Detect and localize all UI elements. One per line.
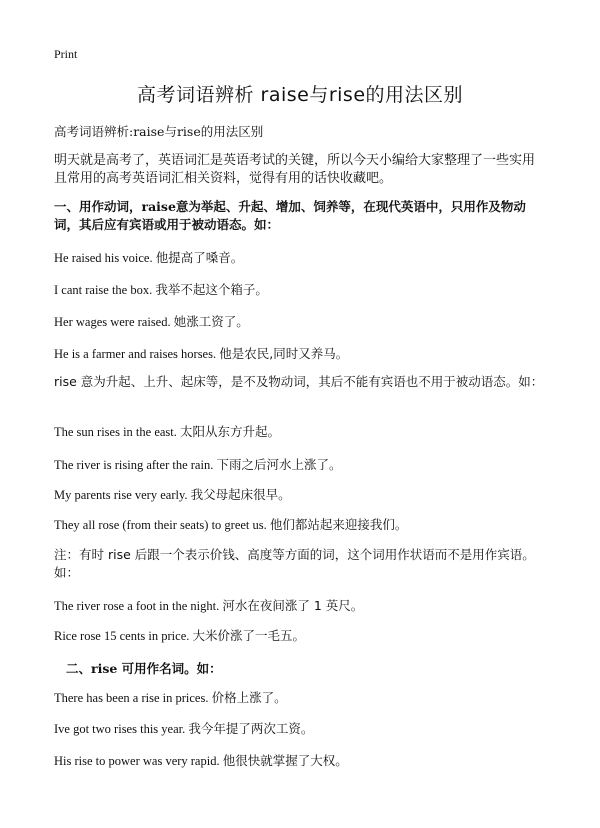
example-line [54,627,546,645]
intro-paragraph: 明天就是高考了，英语词汇是英语考试的关键，所以今天小编给大家整理了一些实用且常用的高考英语词汇相关资料，觉得有用的话快收藏吧。 [54,153,536,186]
example-zh: 我举不起这个箱子。 [155,282,268,297]
example-en: Rice rose 15 cents in price. [54,629,190,643]
example-line [54,423,546,441]
example-line [54,456,546,474]
document-subtitle: 高考词语辨析:raise与rise的用法区别 [54,124,264,139]
example-en: The river is rising after the rain. [54,458,214,472]
rise-note: rise 意为升起、上升、起床等，是不及物动词，其后不能有宾语也不用于被动语态。如： [54,374,544,389]
example-line [54,752,546,770]
example-line [54,249,546,267]
example-line [54,486,546,504]
example-line [54,516,546,534]
example-zh: 我今年提了两次工资。 [188,721,314,736]
example-line [54,313,546,331]
example-en: I cant raise the box. [54,283,153,297]
example-en: Ive got two rises this year. [54,722,186,736]
example-en: There has been a rise in prices. [54,691,209,705]
example-zh: 他很快就掌握了大权。 [222,753,348,768]
example-en: The river rose a foot in the night. [54,599,220,613]
example-line [54,345,546,363]
example-line [54,720,546,738]
example-zh: 价格上涨了。 [211,690,287,705]
document-title: 高考词语辨析 raise与rise的用法区别 [136,84,464,106]
section1-heading: 一、用作动词，raise意为举起、升起、增加、饲养等，在现代英语中，只用作及物动词，其后应有宾语或用于被动语态。如： [54,199,526,232]
example-line [54,597,546,615]
example-zh: 他是农民,同时又养马。 [219,346,349,361]
example-line [54,281,546,299]
example-zh: 他们都站起来迎接我们。 [269,517,408,532]
example-en: Her wages were raised. [54,315,171,329]
example-zh: 我父母起床很早。 [190,487,291,502]
example-zh: 大米价涨了一毛五。 [192,628,306,643]
example-zh: 他提高了嗓音。 [155,250,244,265]
section2-heading: 二、rise 可用作名词。如： [66,661,222,676]
example-en: He is a farmer and raises horses. [54,347,217,361]
example-en: They all rose (from their seats) to greet us. [54,518,267,532]
print-label[interactable]: Print [54,47,78,61]
example-zh: 她涨工资了。 [173,314,249,329]
adverbial-note: 注：有时 rise 后跟一个表示价钱、高度等方面的词，这个词用作状语而不是用作宾语。如： [54,547,535,580]
example-en: The sun rises in the east. [54,425,177,439]
example-zh: 太阳从东方升起。 [180,424,281,439]
example-zh: 河水在夜间涨了 1 英尺。 [222,598,364,613]
example-line [54,689,546,707]
example-en: He raised his voice. [54,251,153,265]
example-en: My parents rise very early. [54,488,188,502]
example-zh: 下雨之后河水上涨了。 [216,457,342,472]
example-en: His rise to power was very rapid. [54,754,220,768]
